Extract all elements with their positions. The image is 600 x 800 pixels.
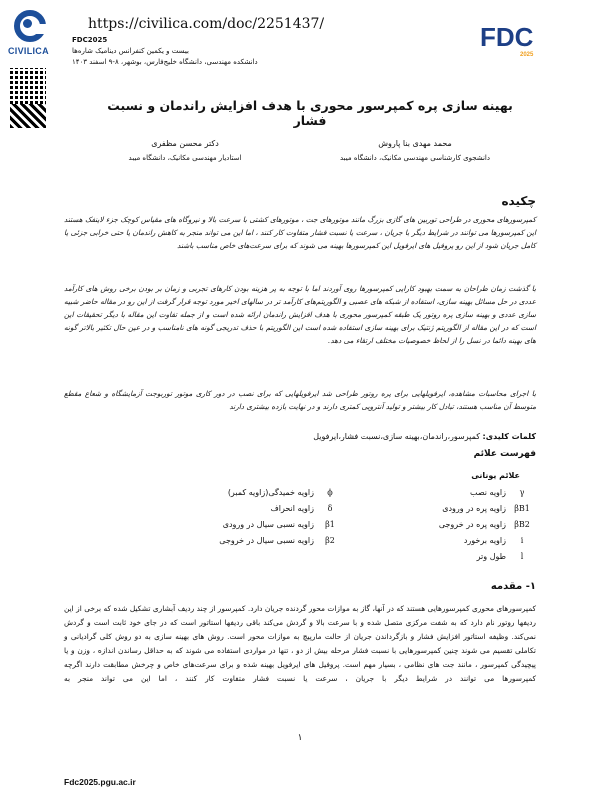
fdc-logo <box>480 22 550 62</box>
symbol-description: زاویه برخورد <box>463 536 506 545</box>
civilica-logo-text: CIVILICA <box>8 46 49 56</box>
page-number: ۱ <box>297 733 303 743</box>
fdc-logo-year: 2025 <box>520 52 534 58</box>
qr-code-icon[interactable] <box>10 68 46 128</box>
author-affiliation: دانشجوی کارشناسی مهندسی مکانیک، دانشگاه میبد <box>339 154 490 162</box>
conference-info <box>72 35 302 68</box>
symbol-row <box>320 550 536 564</box>
symbol-row <box>180 486 350 500</box>
symbol: ϕ <box>327 488 333 497</box>
author-affiliation: استادیار مهندسی مکانیک، دانشگاه میبد <box>128 154 242 162</box>
symbol-row <box>180 518 350 532</box>
abstract-paragraph: با گذشت زمان طراحان به سمت بهبود کارایی کمپرسورها روی آوردند اما با توجه به پر هزینه بودن کارهای تجربی و زمان بر بودن برخی روش های کارآمد عددی در حل مسائل بهینه سازی، استفاده از شبکه های عصبی و الگوریتم‌های کارآمد تر در سالهای اخیر مورد توجه قرار گرفت از این رو در مقاله حاضر شبیه سازی عددی و بهینه سازی پره روتور یک طبقه کمپرسور محوری با هدف افزایش راندمان ارائه شده است و از جمله تفاوت این مقاله با دیگر تحقیقات این است که در این مقاله از الگوریتم ژنتیک برای بهینه سازی استفاده شده است این الگوریتم با حذف تدریجی گونه های نامناسب و در عین حال تکثیر بالاتر گونه های بهینه دائما در نسل را از لحاظ خصوصیات مختلف ارتقاء می دهد. <box>64 284 536 345</box>
author-name: دکتر محسن مظفری <box>151 139 219 148</box>
fdc-logo-letters: FDC <box>480 22 534 52</box>
symbol-description: زاویه نصب <box>469 488 506 497</box>
symbol: β2 <box>325 536 335 545</box>
symbol-description: زاویه نسبی سیال در ورودی <box>222 520 314 529</box>
symbol-description: زاویه نسبی سیال در خروجی <box>219 536 314 545</box>
keywords <box>64 432 536 441</box>
paper-title: بهینه سازی پره کمپرسور محوری با هدف افزایش راندمان و نسبت فشار <box>107 98 513 128</box>
symbol-description: زاویه پره در خروجی <box>438 520 506 529</box>
symbol: δ <box>327 504 333 513</box>
symbol: l <box>520 552 524 561</box>
symbol: βB2 <box>514 520 530 529</box>
symbol: γ <box>519 488 525 497</box>
symbol-row <box>320 486 536 500</box>
author-name: محمد مهدی بنا پاروش <box>378 139 452 148</box>
conference-code: FDC2025 <box>72 36 108 44</box>
introduction-paragraph: کمپرسورهای محوری کمپرسورهایی هستند که در آنها، گاز به موازات محور گردنده جریان دارد. کمپرسور از چند ردیف آبشاری تشکیل شده که برخی از این ردیفها روتور نام دارد که به شفت مرکزی متصل شده و با سرعت بالا و گردش می‌کند باقی ردیفها استاتور است که در جای خود ثابت است و گردش نمی‌کند. وظیفه استاتور افزایش فشار و بازگرداندن جریان از حالت مارپیچ به موازات محور است. روش های بهینه سازی به دو روش کلی گرادیانی و تکاملی تقسیم می شوند چنین کمپرسورهایی با نسبت فشار مرحله بیش از دو ، تنها در مواردی استفاده می شوند که به حداقل رساندن اندازه ، وزن و یا پیچیدگی کمپرسور ، مانند جت های نظامی ، بسیار مهم است. پروفیل های ایرفویل بهینه شده و برای سرعت‌های خاص و چرخش مطابقت دارند اگرچه کمپرسورها می توانند در شرایط دیگر با جریان ، سرعت یا نسبت فشار متفاوت کار کنند ، اما این می تواند منجر به <box>64 604 536 684</box>
symbol-row <box>320 534 536 548</box>
author-block <box>70 137 300 165</box>
symbol-row <box>180 534 350 548</box>
introduction-heading: ۱- مقدمه <box>490 581 536 592</box>
symbol: βB1 <box>514 504 530 513</box>
symbol-description: زاویه خمیدگی(زاویه کمبر) <box>227 488 314 497</box>
abstract-heading: چکیده <box>501 194 536 208</box>
greek-symbols-heading: علائم یونانی <box>471 471 520 480</box>
symbol-description: طول وتر <box>476 552 506 561</box>
conference-venue: دانشکده مهندسی، دانشگاه خلیج‌فارس، بوشهر، ۸-۹ اسفند ۱۴۰۳ <box>72 58 258 66</box>
symbol-description: زاویه انحراف <box>270 504 314 513</box>
symbol-row <box>180 502 350 516</box>
document-url[interactable]: https://civilica.com/doc/2251437/ <box>88 16 325 32</box>
keywords-label: کلمات کلیدی: <box>482 432 536 441</box>
civilica-logo[interactable] <box>8 10 56 62</box>
nomenclature-heading: فهرست علائم <box>473 449 536 459</box>
keywords-text: کمپرسور،راندمان،بهینه سازی،نسبت فشار،ایرفویل <box>313 432 480 441</box>
symbol: i <box>520 536 524 545</box>
footer-url[interactable]: Fdc2025.pgu.ac.ir <box>64 777 136 787</box>
symbol-row <box>320 502 536 516</box>
author-block <box>300 137 530 165</box>
symbol-description: زاویه پره در ورودی <box>442 504 506 513</box>
symbol: β1 <box>325 520 335 529</box>
abstract-paragraph: کمپرسورهای محوری در طراحی توربین های گازی بزرگ مانند موتورهای جت ، موتورهای کشتی با سرعت بالا و نیروگاه های مقیاس کوچک جزء لاینفک هستند این کمپرسورها می توانند در شرایط دیگر با جریان ، سرعت یا نسبت فشار متفاوت کار کنند ، اما این می تواند منجر به کاهش راندمان یا حتی خرابی جزئی یا کامل جریان شود از این رو پروفیل های ایرفویل این کمپرسورها بهینه می شوند که برای سرعت‌های خاص مناسب باشند <box>64 215 536 250</box>
symbol-row <box>320 518 536 532</box>
conference-name: بیست و یکمین کنفرانس دینامیک شاره‌ها <box>72 47 189 55</box>
abstract-paragraph: با اجرای محاسبات مشاهده، ایرفویلهایی برای پره روتور طراحی شد ایرفویلهایی که برای نصب در دور کاری موتور توربوجت آزمایشگاه و شعاع مقطع متوسط آن مناسب هستند، تبادل کار بیشتر و تولید آنتروپی کمتری دارند و در نهایت بازده بیشتری دارند <box>64 389 536 411</box>
